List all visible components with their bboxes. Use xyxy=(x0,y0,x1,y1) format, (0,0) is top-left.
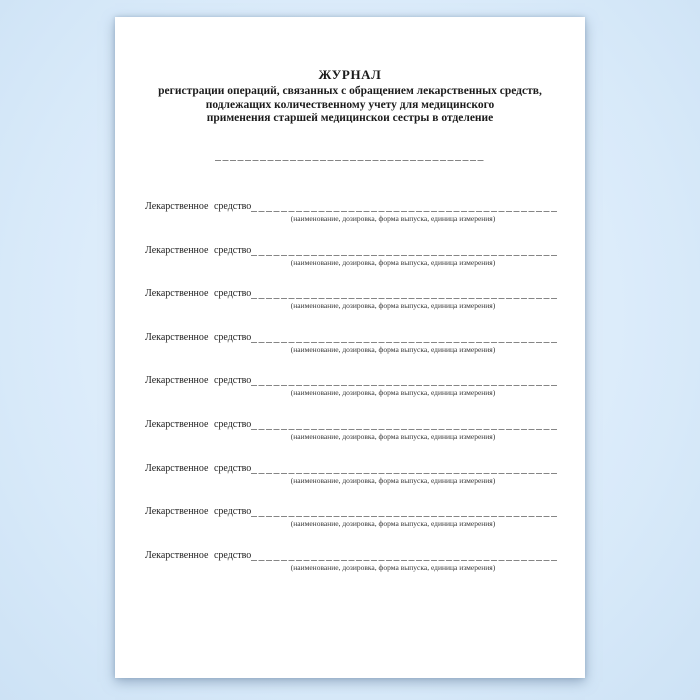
document-title: ЖУРНАЛ xyxy=(318,67,382,82)
drug-field-caption: (наименование, дозировка, форма выпуска, единица измерения) xyxy=(290,475,496,485)
drug-field-caption: (наименование, дозировка, форма выпуска, единица измерения) xyxy=(290,519,496,529)
drug-field-label: Лекарственное средство xyxy=(145,331,252,343)
drug-field-label: Лекарственное средство xyxy=(145,549,252,561)
document-subtitle-line-3: применения старшей медицинскои сестры в отделение xyxy=(206,112,494,124)
title-blank-line xyxy=(215,160,485,161)
drug-field-label: Лекарственное средство xyxy=(145,201,252,212)
drug-entry-row xyxy=(115,287,585,331)
document-subtitle-line-2: подлежащих количественному учету для медицинского xyxy=(205,98,495,111)
drug-field-caption: (наименование, дозировка, форма выпуска, единица измерения) xyxy=(290,257,496,267)
drug-field-caption: (наименование, дозировка, форма выпуска, единица измерения) xyxy=(290,388,496,398)
drug-field-label: Лекарственное средство xyxy=(145,462,252,474)
drug-field-blank-line xyxy=(251,429,557,430)
drug-entry-rows xyxy=(115,200,585,592)
drug-field-label: Лекарственное средство xyxy=(145,375,252,387)
drug-entry-row xyxy=(115,462,585,506)
drug-field-label: Лекарственное средство xyxy=(145,244,252,256)
drug-field-label: Лекарственное средство xyxy=(145,506,252,518)
document-subtitle-line-1: регистрации операций, связанных с обращением лекарственных средств, xyxy=(158,85,542,97)
drug-field-label: Лекарственное средство xyxy=(145,418,252,430)
drug-field-blank-line xyxy=(251,298,557,299)
drug-field-blank-line xyxy=(251,560,557,561)
drug-entry-row xyxy=(115,505,585,549)
document-page xyxy=(115,17,585,678)
drug-entry-row xyxy=(115,418,585,462)
drug-entry-row xyxy=(115,549,585,593)
drug-field-caption: (наименование, дозировка, форма выпуска, единица измерения) xyxy=(290,301,496,311)
drug-field-blank-line xyxy=(251,255,557,256)
drug-field-caption: (наименование, дозировка, форма выпуска, единица измерения) xyxy=(290,562,496,572)
drug-entry-row xyxy=(115,374,585,418)
drug-field-blank-line xyxy=(251,473,557,474)
drug-field-caption: (наименование, дозировка, форма выпуска, единица измерения) xyxy=(290,344,496,354)
drug-field-caption: (наименование, дозировка, форма выпуска, единица измерения) xyxy=(290,214,496,223)
drug-entry-row xyxy=(115,200,585,244)
drug-field-blank-line xyxy=(251,516,557,517)
drug-entry-row xyxy=(115,331,585,375)
drug-field-caption: (наименование, дозировка, форма выпуска, единица измерения) xyxy=(290,431,496,441)
drug-entry-row xyxy=(115,244,585,288)
drug-field-blank-line xyxy=(251,385,557,386)
drug-field-label: Лекарственное средство xyxy=(145,288,252,300)
document-header xyxy=(115,17,585,126)
drug-field-blank-line xyxy=(251,342,557,343)
drug-field-blank-line xyxy=(251,211,557,212)
